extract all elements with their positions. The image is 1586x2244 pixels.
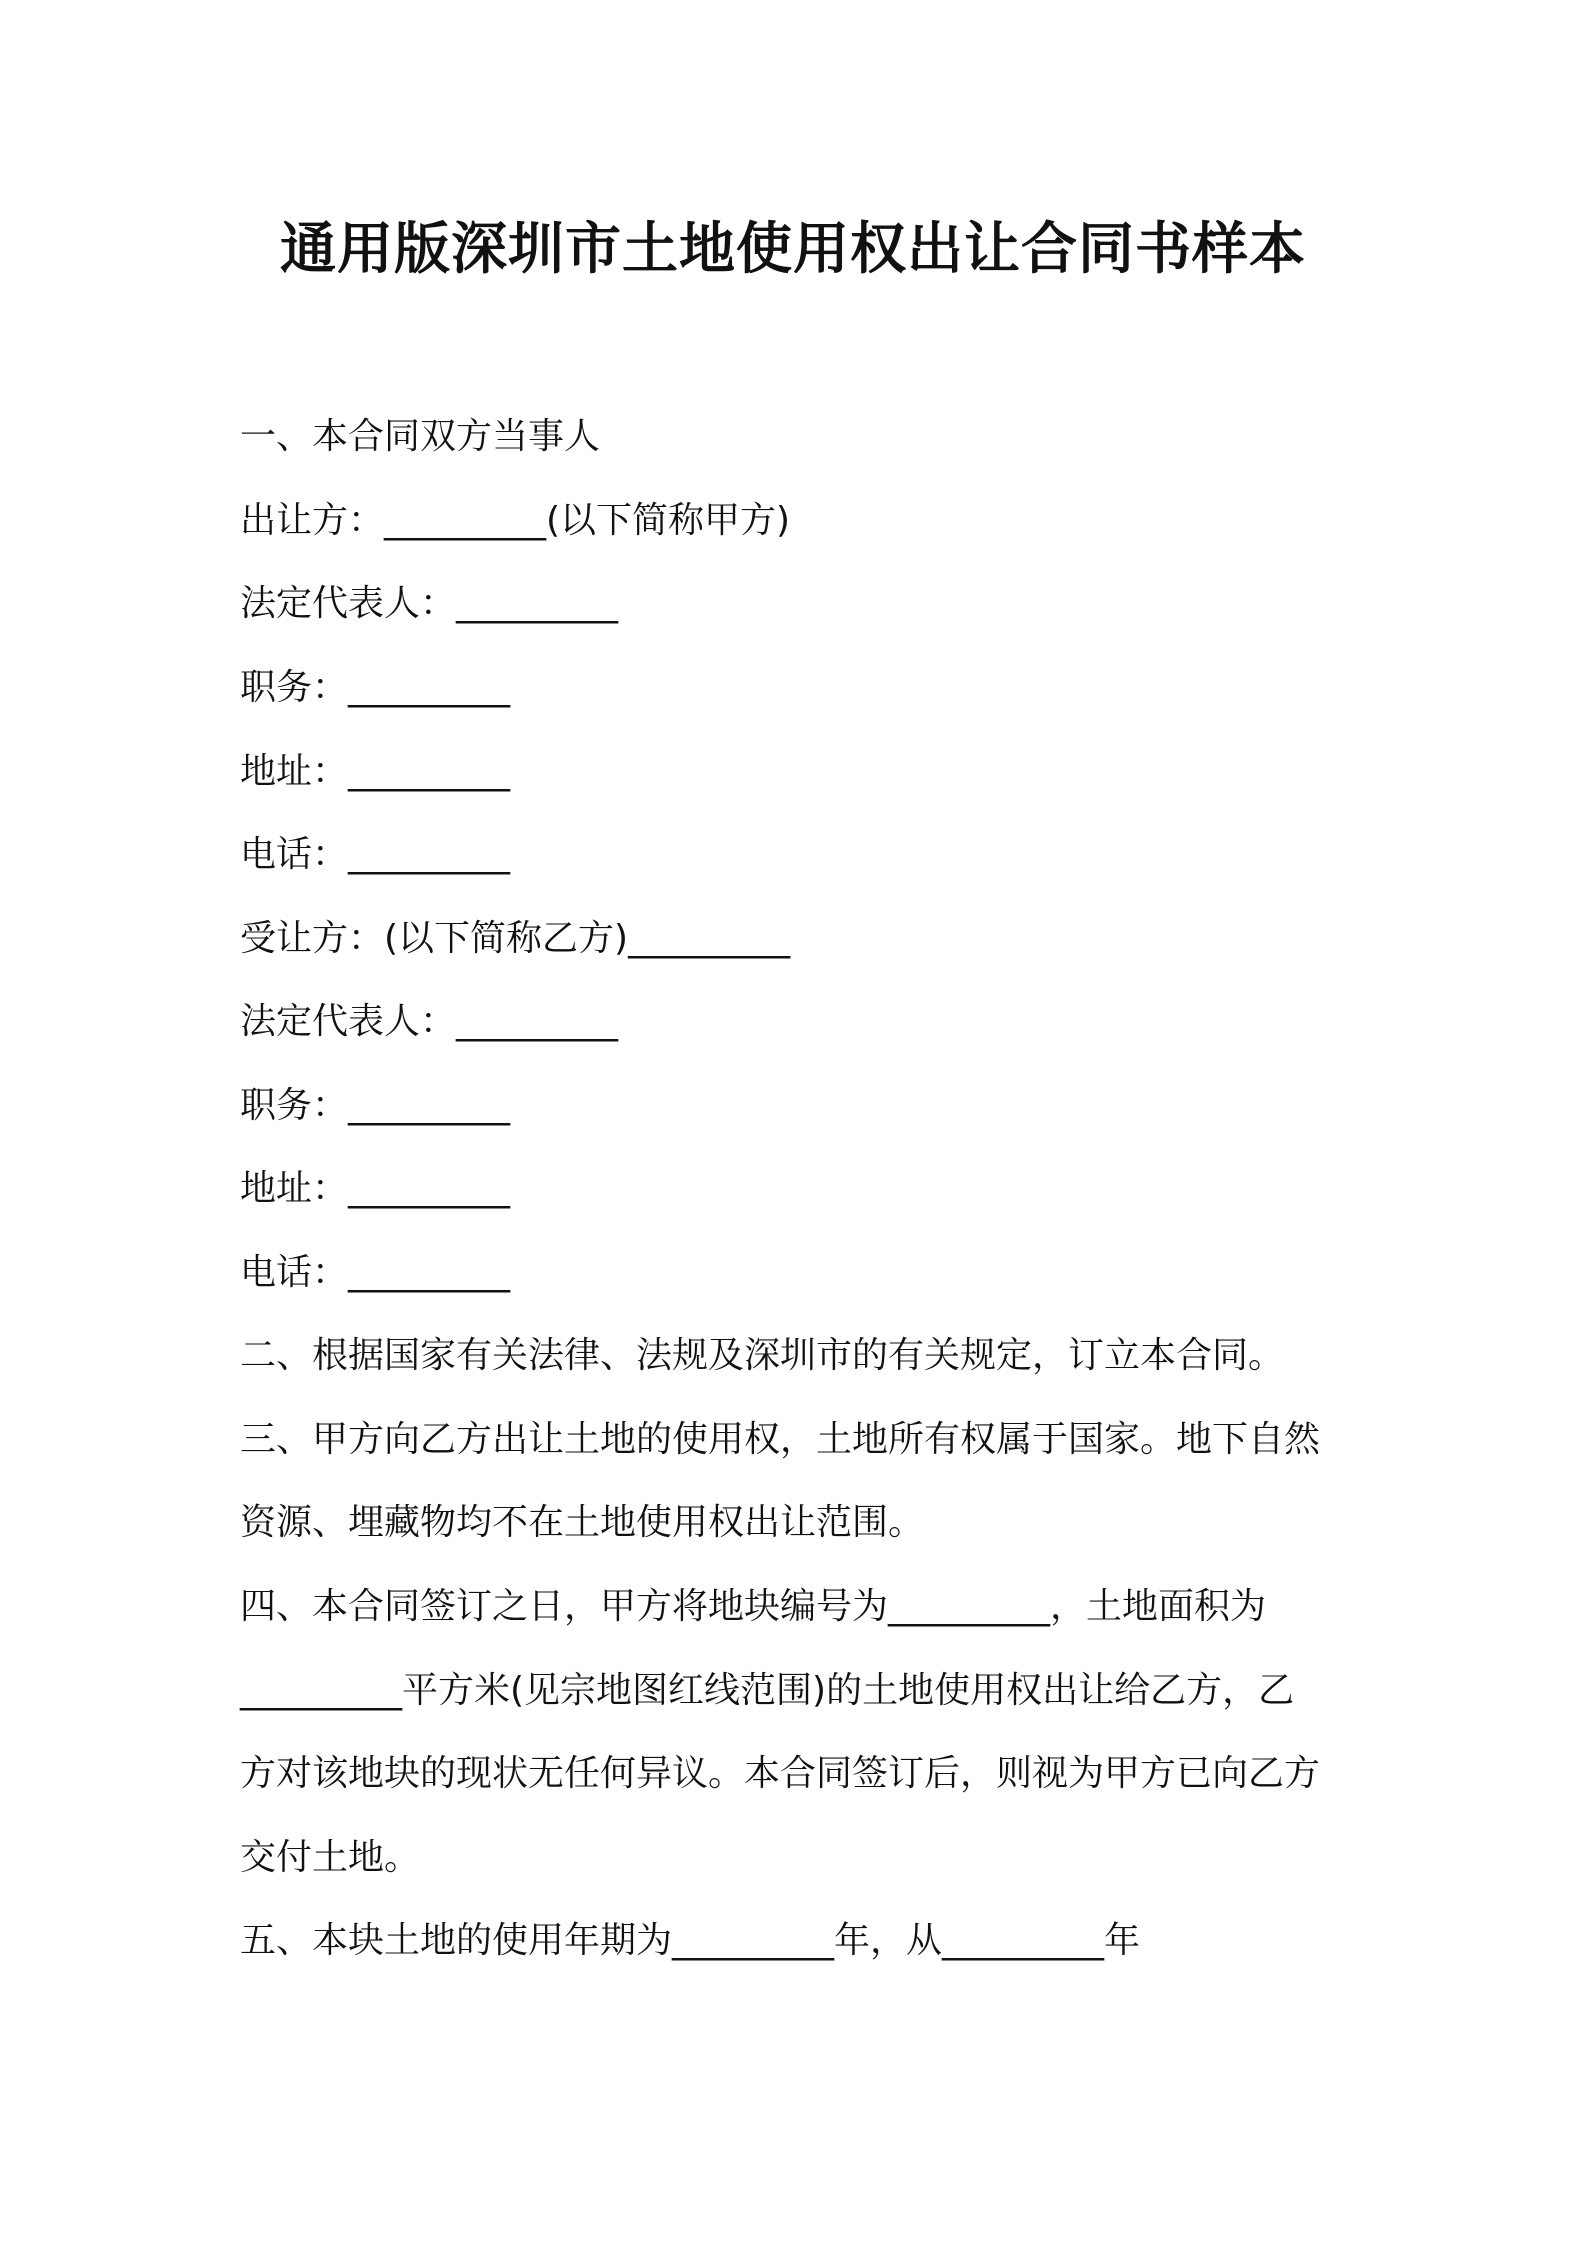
clause-5-line-1: 五、本块土地的使用年期为_________年，从_________年	[240, 1920, 1141, 1961]
clause-4-line-4: 交付土地。	[240, 1837, 421, 1878]
transferor-line: 出让方：_________(以下简称甲方)	[240, 500, 791, 541]
section-heading-parties: 一、本合同双方当事人	[240, 416, 601, 457]
transferee-legal-rep-line: 法定代表人：_________	[240, 1001, 619, 1042]
clause-4-line-2: _________平方米(见宗地图红线范围)的土地使用权出让给乙方，乙	[240, 1670, 1295, 1711]
transferor-position-line: 职务：_________	[240, 667, 511, 708]
transferee-line: 受让方：(以下简称乙方)_________	[240, 918, 791, 959]
transferee-phone-line: 电话：_________	[240, 1252, 511, 1293]
clause-4-line-3: 方对该地块的现状无任何异议。本合同签订后，则视为甲方已向乙方	[240, 1753, 1321, 1794]
clause-4-line-1: 四、本合同签订之日，甲方将地块编号为_________，土地面积为	[240, 1586, 1267, 1627]
page-title: 通用版深圳市土地使用权出让合同书样本	[280, 217, 1306, 282]
clause-3-line-2: 资源、埋藏物均不在土地使用权出让范围。	[240, 1502, 925, 1543]
transferor-phone-line: 电话：_________	[240, 834, 511, 875]
clause-3-line-1: 三、甲方向乙方出让土地的使用权，土地所有权属于国家。地下自然	[240, 1419, 1321, 1460]
transferor-address-line: 地址：_________	[240, 751, 511, 792]
transferee-address-line: 地址：_________	[240, 1168, 511, 1209]
transferee-position-line: 职务：_________	[240, 1085, 511, 1126]
clause-2-line: 二、根据国家有关法律、法规及深圳市的有关规定，订立本合同。	[240, 1335, 1285, 1376]
transferor-legal-rep-line: 法定代表人：_________	[240, 583, 619, 624]
